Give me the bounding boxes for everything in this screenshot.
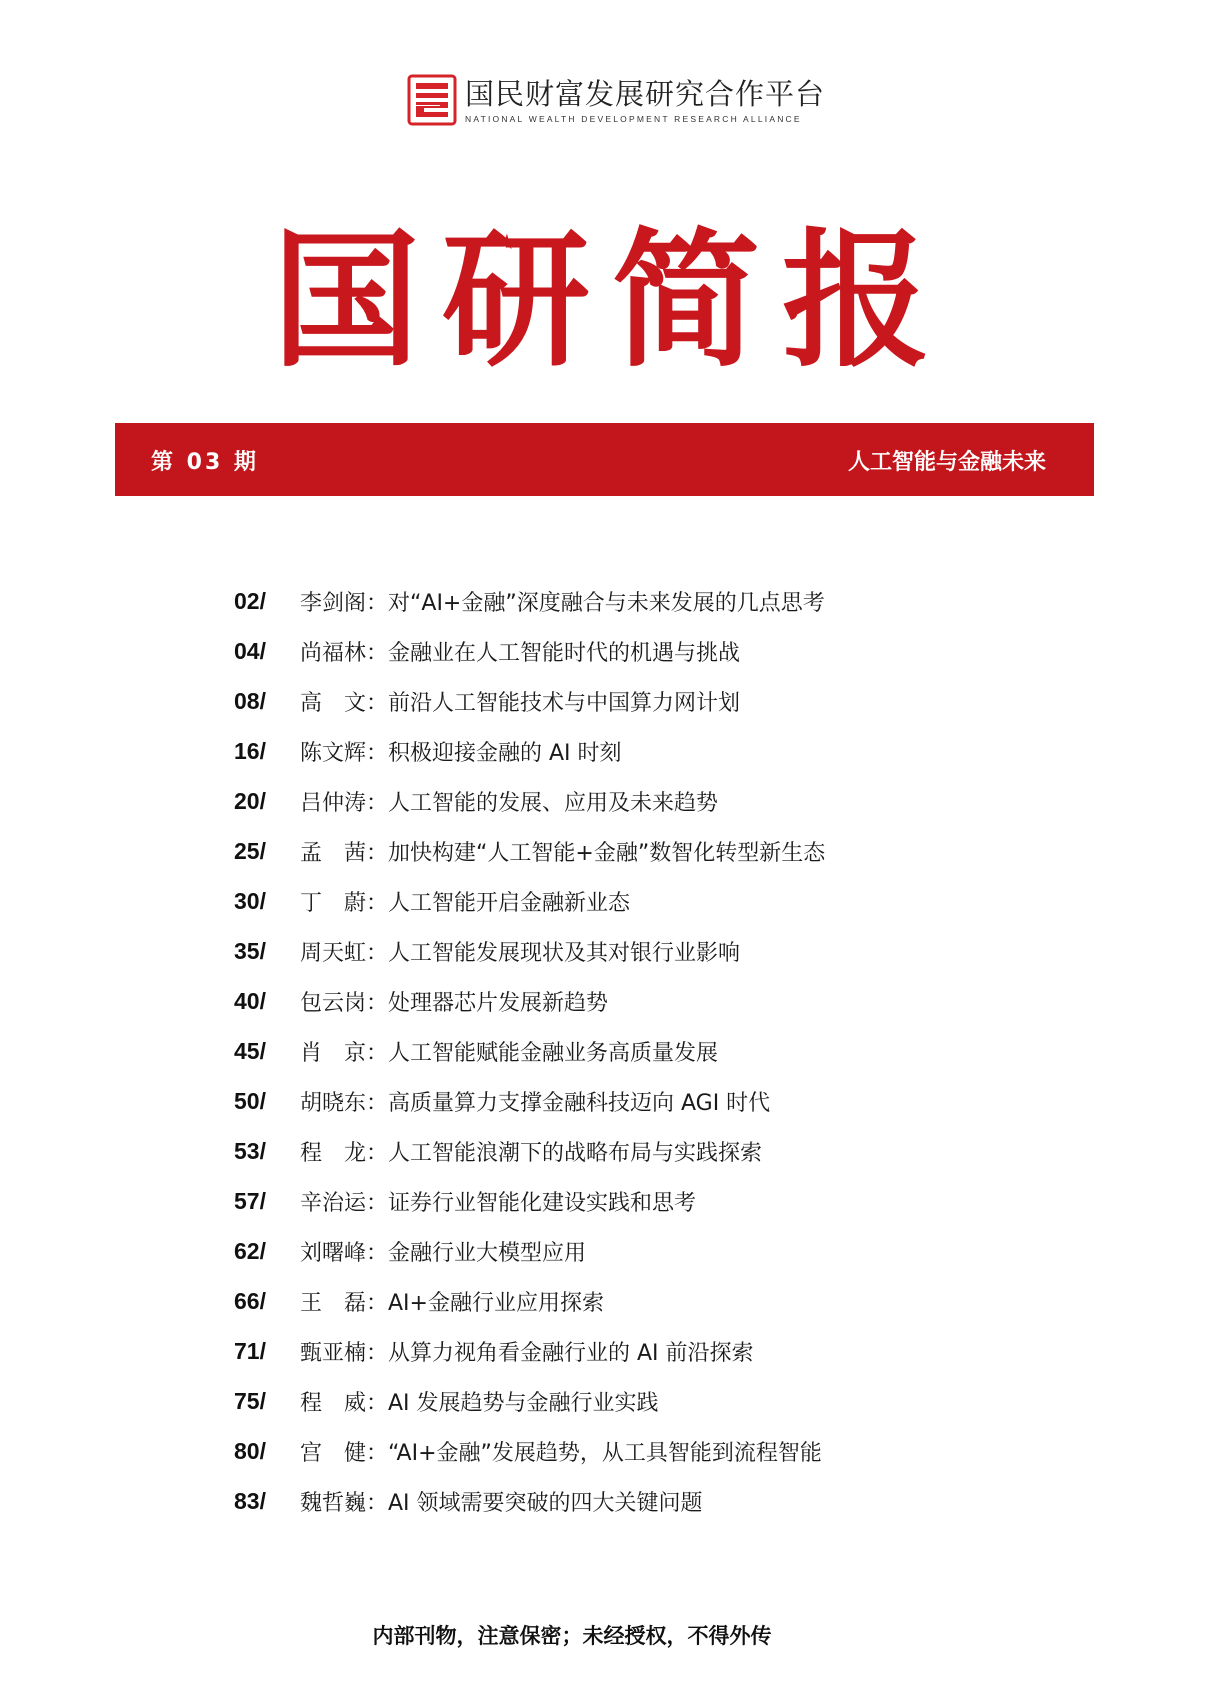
toc-item[interactable]: [234, 926, 1034, 976]
issue-band: [115, 423, 1094, 496]
toc-author: 吕仲涛：: [300, 790, 389, 816]
toc-item[interactable]: [234, 776, 1034, 826]
toc-page-number: 45/: [234, 1037, 266, 1064]
toc-article-title: 从算力视角看金融行业的 AI 前沿探索: [388, 1340, 754, 1366]
toc-page-number: 04/: [234, 637, 266, 664]
toc-item[interactable]: [234, 1226, 1034, 1276]
issue-theme: 人工智能与金融未来: [847, 450, 1046, 475]
toc-article-title: 人工智能浪潮下的战略布局与实践探索: [388, 1140, 763, 1166]
toc-author: 王 磊：: [300, 1290, 389, 1316]
issue-number: 第 03 期: [151, 450, 259, 475]
toc-article-title: 人工智能赋能金融业务高质量发展: [388, 1040, 719, 1066]
toc-author: 胡晓东：: [300, 1090, 389, 1116]
toc-item[interactable]: [234, 826, 1034, 876]
toc-page-number: 75/: [234, 1387, 266, 1414]
toc-page-number: 57/: [234, 1187, 266, 1214]
toc-article-title: 积极迎接金融的 AI 时刻: [388, 740, 622, 766]
org-brand: [407, 74, 825, 126]
toc-author: 宫 健：: [300, 1440, 389, 1466]
toc-article-title: AI 领域需要突破的四大关键问题: [388, 1490, 703, 1516]
toc-article-title: 金融行业大模型应用: [388, 1240, 587, 1266]
toc-item[interactable]: [234, 876, 1034, 926]
toc-author: 尚福林：: [300, 640, 389, 666]
toc-item[interactable]: [234, 726, 1034, 776]
toc-page-number: 80/: [234, 1437, 266, 1464]
toc-page-number: 02/: [234, 587, 266, 614]
toc-article-title: 金融业在人工智能时代的机遇与挑战: [388, 640, 741, 666]
toc-item[interactable]: [234, 1276, 1034, 1326]
toc-author: 肖 京：: [300, 1040, 389, 1066]
toc-author: 辛治运：: [300, 1190, 389, 1216]
toc-article-title: AI+金融行业应用探索: [388, 1290, 604, 1316]
org-name-chinese: 国民财富发展研究合作平台: [465, 76, 826, 111]
toc-item[interactable]: [234, 1376, 1034, 1426]
toc-item[interactable]: [234, 1026, 1034, 1076]
toc-page-number: 62/: [234, 1237, 266, 1264]
toc-item[interactable]: [234, 1126, 1034, 1176]
table-of-contents: [234, 576, 1034, 1526]
toc-article-title: 人工智能的发展、应用及未来趋势: [388, 790, 719, 816]
toc-author: 包云岗：: [300, 990, 389, 1016]
toc-item[interactable]: [234, 1476, 1034, 1526]
toc-article-title: 前沿人工智能技术与中国算力网计划: [388, 690, 741, 716]
toc-page-number: 30/: [234, 887, 266, 914]
masthead-title: 国研简报: [272, 213, 952, 387]
toc-item[interactable]: [234, 976, 1034, 1026]
toc-page-number: 66/: [234, 1287, 266, 1314]
org-name-english: NATIONAL WEALTH DEVELOPMENT RESEARCH ALLIANCE: [465, 113, 802, 124]
toc-page-number: 25/: [234, 837, 266, 864]
toc-item[interactable]: [234, 1326, 1034, 1376]
toc-item[interactable]: [234, 1426, 1034, 1476]
toc-page-number: 83/: [234, 1487, 266, 1514]
toc-page-number: 20/: [234, 787, 266, 814]
toc-author: 程 龙：: [300, 1140, 389, 1166]
toc-author: 周天虹：: [300, 940, 389, 966]
toc-article-title: 处理器芯片发展新趋势: [388, 990, 609, 1016]
toc-item[interactable]: [234, 576, 1034, 626]
toc-author: 程 威：: [300, 1390, 389, 1416]
toc-author: 陈文辉：: [300, 740, 389, 766]
toc-author: 魏哲巍：: [300, 1490, 389, 1516]
toc-author: 孟 茜：: [300, 840, 389, 866]
toc-author: 李剑阁：: [300, 590, 389, 616]
toc-page-number: 50/: [234, 1087, 266, 1114]
toc-author: 高 文：: [300, 690, 389, 716]
toc-item[interactable]: [234, 676, 1034, 726]
toc-article-title: 加快构建“人工智能+金融”数智化转型新生态: [388, 840, 826, 866]
toc-article-title: 证券行业智能化建设实践和思考: [388, 1190, 697, 1216]
toc-item[interactable]: [234, 1076, 1034, 1126]
toc-page-number: 35/: [234, 937, 266, 964]
toc-author: 甄亚楠：: [300, 1340, 389, 1366]
confidentiality-notice: 内部刊物，注意保密；未经授权，不得外传: [372, 1624, 772, 1648]
toc-author: 丁 蔚：: [300, 890, 389, 916]
toc-article-title: “AI+金融”发展趋势，从工具智能到流程智能: [388, 1440, 822, 1466]
toc-page-number: 40/: [234, 987, 266, 1014]
toc-author: 刘曙峰：: [300, 1240, 389, 1266]
toc-article-title: 对“AI+金融”深度融合与未来发展的几点思考: [388, 590, 825, 616]
toc-article-title: 人工智能开启金融新业态: [388, 890, 631, 916]
toc-page-number: 08/: [234, 687, 266, 714]
toc-page-number: 16/: [234, 737, 266, 764]
toc-item[interactable]: [234, 1176, 1034, 1226]
toc-page-number: 71/: [234, 1337, 266, 1364]
toc-article-title: 人工智能发展现状及其对银行业影响: [388, 940, 741, 966]
red-seal-logo-icon: [407, 74, 457, 126]
toc-article-title: AI 发展趋势与金融行业实践: [388, 1390, 659, 1416]
toc-article-title: 高质量算力支撑金融科技迈向 AGI 时代: [388, 1090, 771, 1116]
toc-item[interactable]: [234, 626, 1034, 676]
toc-page-number: 53/: [234, 1137, 266, 1164]
